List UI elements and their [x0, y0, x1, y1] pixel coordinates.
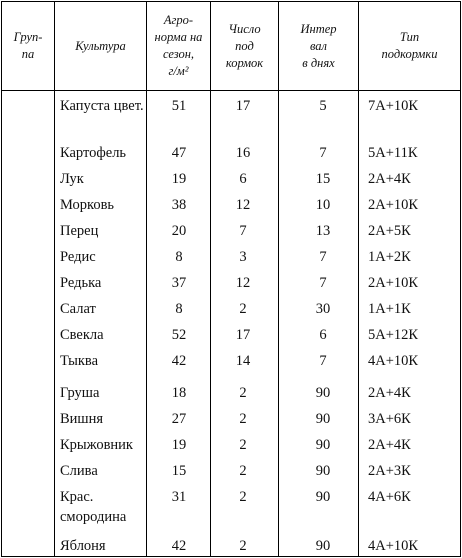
norm-cell: 19 [171, 171, 187, 187]
crop-cell: Свекла [60, 327, 104, 343]
header-divider [2, 90, 460, 91]
interval-cell: 90 [315, 463, 331, 479]
norm-cell: 18 [171, 385, 187, 401]
interval-cell: 90 [315, 437, 331, 453]
crop-cell: Крыжовник [60, 437, 133, 453]
interval-cell: 10 [315, 197, 331, 213]
crop-cell: Яблоня [60, 538, 106, 554]
count-cell: 2 [239, 538, 247, 554]
type-cell: 2А+3К [368, 463, 411, 479]
crop-cell: Лук [60, 171, 84, 187]
norm-cell: 20 [171, 223, 187, 239]
header-count [211, 2, 278, 90]
count-cell: 6 [239, 171, 247, 187]
count-cell: 2 [239, 411, 247, 427]
interval-cell: 90 [315, 385, 331, 401]
fertilizer-table [1, 1, 461, 557]
header-group-line: Груп- [13, 30, 43, 44]
crop-cell: Вишня [60, 411, 104, 427]
crop-cell: Перец [60, 223, 99, 239]
norm-cell: 52 [171, 327, 187, 343]
interval-cell: 90 [315, 489, 331, 505]
header-group [2, 2, 54, 90]
type-cell: 5А+11К [368, 145, 418, 161]
count-cell: 3 [239, 249, 247, 265]
header-norm-line: норма на [154, 30, 203, 44]
norm-cell: 42 [171, 353, 187, 369]
interval-cell: 13 [315, 223, 331, 239]
interval-cell: 7 [319, 249, 327, 265]
header-count-line: под [235, 38, 254, 53]
header-type-line: подкормки [381, 47, 438, 61]
count-cell: 2 [239, 301, 247, 317]
count-cell: 2 [239, 385, 247, 401]
type-cell: 5А+12К [368, 327, 419, 343]
type-cell: 2А+4К [368, 171, 411, 187]
crop-cell: Редька [60, 275, 102, 291]
type-cell: 2А+4К [368, 385, 411, 401]
count-cell: 16 [235, 145, 251, 161]
type-cell: 1А+1К [368, 301, 411, 317]
type-cell: 3А+6К [368, 411, 411, 427]
interval-cell: 6 [319, 327, 327, 343]
interval-cell: 90 [315, 538, 331, 554]
type-cell: 7А+10К [368, 98, 419, 114]
crop-cell: Редис [60, 249, 96, 265]
norm-cell: 51 [171, 98, 187, 114]
type-cell: 2А+10К [368, 197, 419, 213]
header-interval-line: вал [309, 38, 328, 53]
header-interval-line: Интер [300, 21, 337, 36]
norm-cell: 38 [171, 197, 187, 213]
count-cell: 2 [239, 463, 247, 479]
type-cell: 2А+10К [368, 275, 419, 291]
norm-cell: 42 [171, 538, 187, 554]
header-interval [279, 2, 358, 90]
crop-cell: Тыква [60, 353, 99, 369]
interval-cell: 30 [315, 301, 331, 317]
norm-cell: 8 [175, 249, 183, 265]
header-interval-line: в днях [302, 55, 335, 70]
type-cell: 4А+6К [368, 489, 411, 505]
type-cell: 2А+5К [368, 223, 411, 239]
type-cell: 4А+10К [368, 538, 419, 554]
header-norm [147, 2, 210, 90]
norm-cell: 47 [171, 145, 187, 161]
header-count-line: кормок [225, 55, 264, 70]
type-cell: 1А+2К [368, 249, 411, 265]
interval-cell: 15 [315, 171, 331, 187]
crop-cell: Крас. смородина [60, 489, 127, 525]
count-cell: 17 [235, 327, 251, 343]
interval-cell: 5 [319, 98, 327, 114]
interval-cell: 90 [315, 411, 331, 427]
interval-cell: 7 [319, 353, 327, 369]
crop-cell: Морковь [60, 197, 115, 213]
norm-cell: 19 [171, 437, 187, 453]
norm-cell: 31 [171, 489, 187, 505]
count-cell: 12 [235, 275, 251, 291]
header-type [359, 2, 460, 90]
norm-cell: 15 [171, 463, 187, 479]
interval-cell: 7 [319, 275, 327, 291]
header-count-line: Число [228, 21, 261, 36]
type-cell: 2А+4К [368, 437, 411, 453]
header-group-line: па [21, 47, 35, 61]
crop-cell: Капуста цвет. [60, 98, 144, 114]
crop-cell: Слива [60, 463, 98, 479]
count-cell: 7 [239, 223, 247, 239]
crop-cell: Картофель [60, 145, 127, 161]
header-crop-line: Культура [75, 38, 126, 53]
norm-cell: 37 [171, 275, 187, 291]
count-cell: 2 [239, 489, 247, 505]
norm-cell: 8 [175, 301, 183, 317]
crop-cell: Груша [60, 385, 100, 401]
header-type-line: Тип [399, 30, 420, 44]
interval-cell: 7 [319, 145, 327, 161]
count-cell: 12 [235, 197, 251, 213]
count-cell: 2 [239, 437, 247, 453]
header-norm-line: г/м² [168, 64, 189, 78]
header-norm-line: Агро- [163, 13, 194, 27]
count-cell: 17 [235, 98, 251, 114]
crop-cell: Салат [60, 301, 96, 317]
type-cell: 4А+10К [368, 353, 419, 369]
header-crop [55, 2, 146, 90]
norm-cell: 27 [171, 411, 187, 427]
header-norm-line: сезон, [162, 47, 195, 61]
count-cell: 14 [235, 353, 251, 369]
